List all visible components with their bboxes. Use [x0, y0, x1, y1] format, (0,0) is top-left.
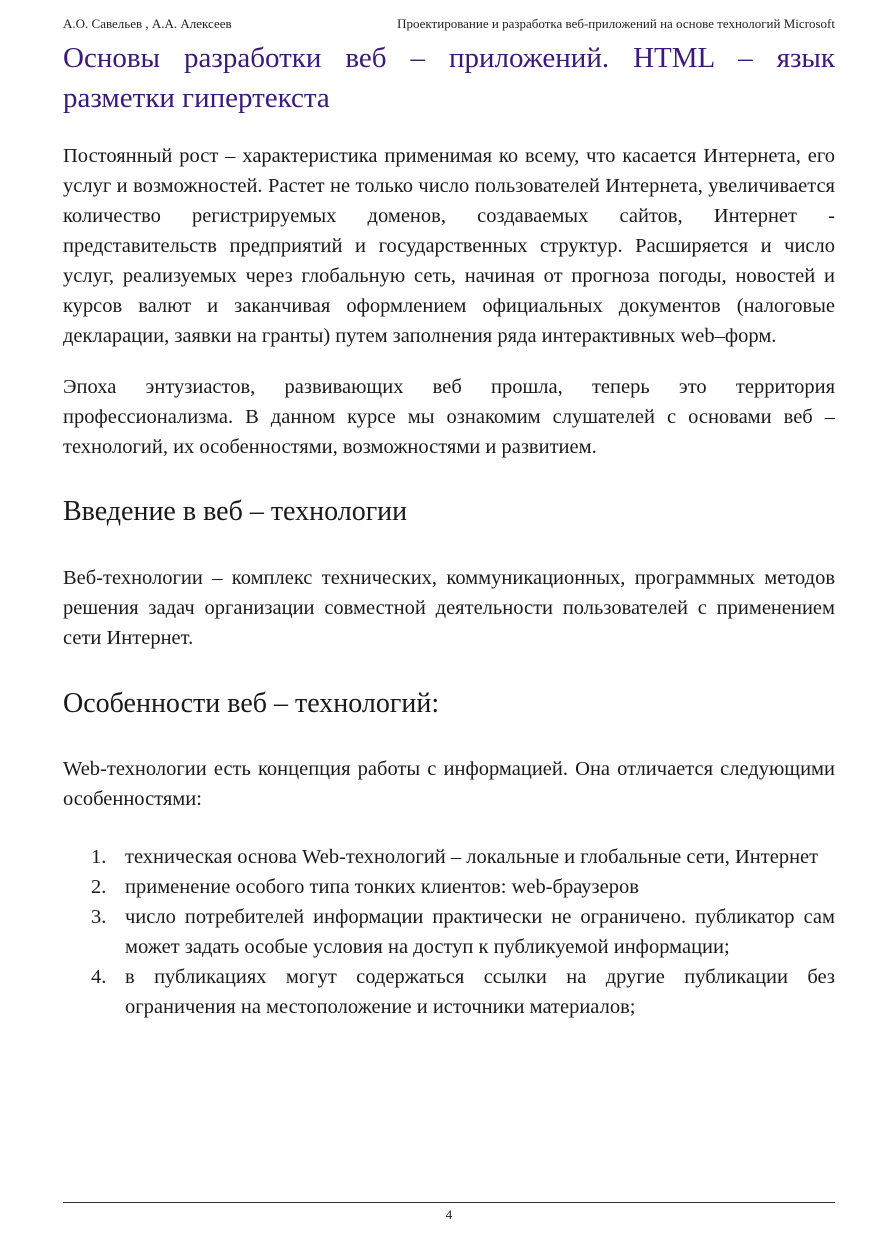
list-item: [63, 902, 835, 962]
page-number: 4: [445, 1207, 453, 1222]
list-item-text: в публикациях могут содержаться ссылки на другие публикации без ограничения на местоположение и источники материалов;: [125, 966, 835, 1018]
document-body: [63, 141, 835, 1022]
list-item-text: число потребителей информации практически не ограничено. публикатор сам может задать особые условия на доступ к публикуемой информации;: [125, 906, 835, 958]
list-item-text: техническая основа Web-технологий – локальные и глобальные сети, Интернет: [125, 846, 819, 868]
section-intro-paragraph: Веб-технологии – комплекс технических, коммуникационных, программных методов решения задач организации совместной деятельности пользователей с применением сети Интернет.: [63, 567, 835, 649]
list-item: [63, 842, 835, 872]
list-item: [63, 962, 835, 1022]
list-item-number: 1.: [91, 846, 107, 868]
header-authors: А.О. Савельев , А.А. Алексеев: [63, 16, 232, 31]
section-features-paragraph: Web-технологии есть концепция работы с информацией. Она отличается следующими особенностями:: [63, 758, 835, 810]
section-heading-features: Особенности веб – технологий:: [63, 688, 440, 719]
document-page: [63, 0, 835, 1241]
features-list: [63, 842, 835, 1022]
footer-divider: [63, 1202, 835, 1203]
list-item-number: 4.: [91, 966, 107, 988]
section-heading-intro: Введение в веб – технологии: [63, 496, 408, 527]
header-book-title: Проектирование и разработка веб-приложений на основе технологий Microsoft: [397, 16, 835, 31]
list-item: [63, 872, 835, 902]
intro-paragraph-1: Постоянный рост – характеристика применимая ко всему, что касается Интернета, его услуг и возможностей. Растет не только число пользователей Интернета, увеличивается количество регистрируемых доменов, создаваемых сайтов, Интернет - представительств предприятий и государственных структур. Расширяется и число услуг, реализуемых через глобальную сеть, начиная от прогноза погоды, новостей и курсов валют и заканчивая оформлением официальных документов (налоговые декларации, заявки на гранты) путем заполнения ряда интерактивных web–форм.: [63, 145, 835, 347]
list-item-number: 2.: [91, 876, 107, 898]
document-title: Основы разработки веб – приложений. HTML – язык разметки гипертекста: [63, 42, 835, 114]
list-item-text: применение особого типа тонких клиентов: web-браузеров: [125, 876, 639, 898]
list-item-number: 3.: [91, 906, 107, 928]
intro-paragraph-2: Эпоха энтузиастов, развивающих веб прошла, теперь это территория профессионализма. В данном курсе мы ознакомим слушателей с основами веб – технологий, их особенностями, возможностями и развитием.: [63, 376, 835, 458]
